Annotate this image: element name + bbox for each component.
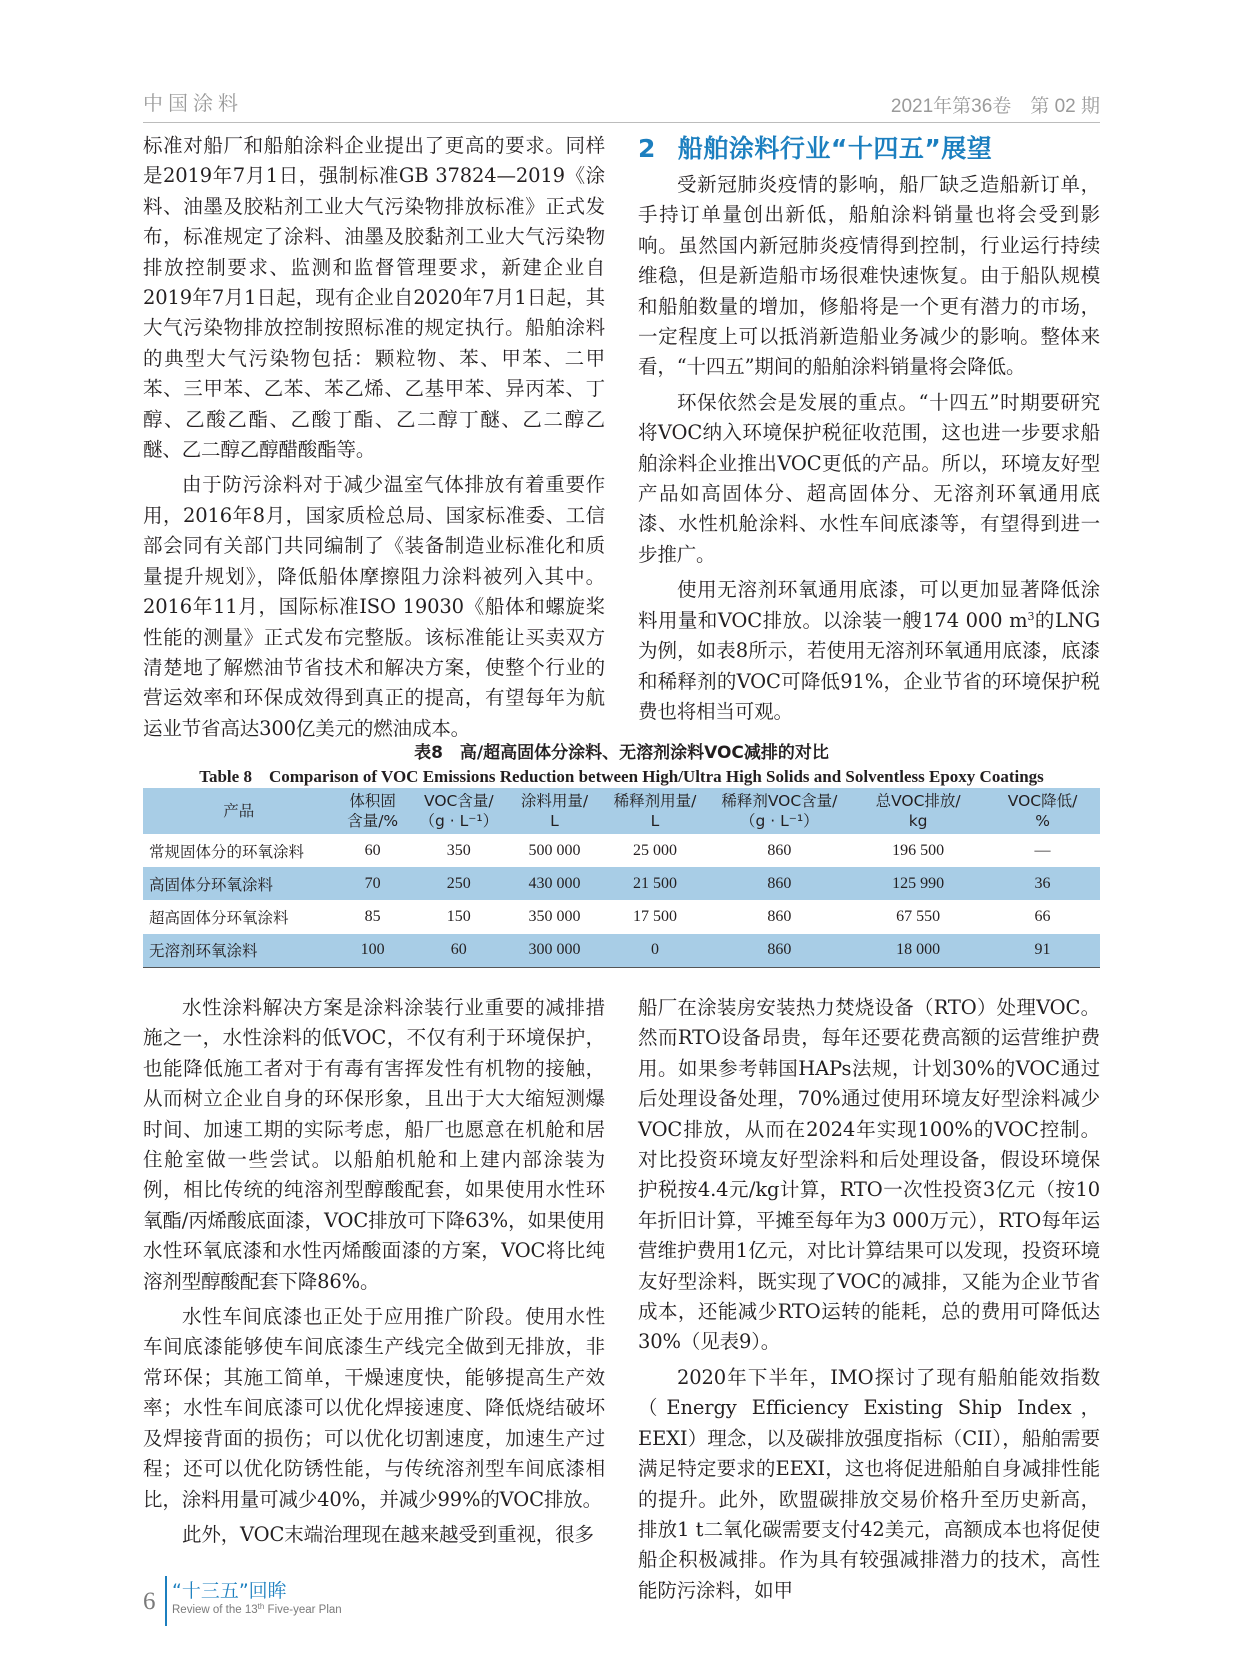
header-cell xyxy=(985,788,1100,834)
journal-name: 中国涂料 xyxy=(143,91,243,115)
product-cell: 无溶剂环氧涂料 xyxy=(143,934,334,968)
table-cell: 67 550 xyxy=(896,908,941,926)
table-cell: 70 xyxy=(334,867,411,900)
footer-divider xyxy=(165,1576,167,1626)
voc-comparison-table xyxy=(143,788,1100,968)
table-header-row xyxy=(143,788,1100,834)
table-cell: 100 xyxy=(334,934,411,968)
header-unit: （g · L⁻¹） xyxy=(419,812,499,830)
header-cell xyxy=(602,788,707,834)
header-text: 总VOC排放/ xyxy=(875,792,961,810)
table-row xyxy=(143,834,1100,867)
table-cell: 500 000 xyxy=(528,841,581,859)
header-cell xyxy=(851,788,985,834)
section-number: 2 xyxy=(638,134,656,163)
header-unit: 含量/% xyxy=(347,812,399,830)
table-cell: 60 xyxy=(411,934,507,968)
paragraph xyxy=(638,575,1100,727)
table-cell: — xyxy=(1034,841,1051,859)
table-cell: 85 xyxy=(364,908,381,926)
section-title: 船舶涂料行业“十四五”展望 xyxy=(677,134,993,163)
header-text: VOC降低/ xyxy=(1007,792,1078,810)
header-text: 涂料用量/ xyxy=(520,792,589,810)
header-cell xyxy=(334,788,411,834)
header-cell xyxy=(143,788,334,834)
table-caption-en: Table 8 Comparison of VOC Emissions Reduction between High/Ultra High Solids and Solventless Epoxy Coatings xyxy=(199,767,1044,786)
header-rule xyxy=(143,122,1100,123)
header-unit: kg xyxy=(908,812,928,830)
header-cell xyxy=(507,788,603,834)
footer-subtitle-text: Five-year Plan xyxy=(264,1604,342,1616)
paragraph: 水性车间底漆也正处于应用推广阶段。使用水性车间底漆能够使车间底漆生产线完全做到无排放，非常环保；其施工简单，干燥速度快，能够提高生产效率；水性车间底漆可以优化焊接速度、降低烧结破坏及焊接背面的损伤；可以优化切割速度，加速生产过程；还可以优化防锈性能，与传统溶剂型车间底漆相比，涂料用量可减少40%，并减少99%的VOC排放。 xyxy=(143,1305,605,1511)
product-cell: 高固体分环氧涂料 xyxy=(143,867,334,900)
left-column-bottom xyxy=(143,993,605,1550)
product-cell: 常规固体分的环氧涂料 xyxy=(149,842,305,861)
table-cell: 860 xyxy=(767,841,792,859)
header-unit: （g · L⁻¹） xyxy=(740,812,819,830)
right-column-top xyxy=(638,131,1100,727)
header-cell xyxy=(411,788,507,834)
footer-subtitle xyxy=(172,1604,342,1616)
table-row xyxy=(143,934,1100,968)
paragraph: 2020年下半年，IMO探讨了现有船舶能效指数（Energy Efficiency Existing Ship Index，EEXI）理念，以及碳排放强度指标（CII），船舶需要满足特定要求的EEXI，这也将促进船舶自身减排性能的提升。此外，欧盟碳排放交易价格升至历史新高，排放1 t二氧化碳需要支付42美元，高额成本也将促使船企积极减排。作为具有较强减排潜力的技术，高性能防污涂料，如甲 xyxy=(638,1365,1100,1602)
header-cell xyxy=(708,788,852,834)
table-cell: 66 xyxy=(1034,908,1051,926)
superscript: 3 xyxy=(1027,609,1035,623)
table-cell: 430 000 xyxy=(507,867,603,900)
table-cell: 91 xyxy=(985,934,1100,968)
table-cell: 350 xyxy=(446,841,471,859)
header-text: 稀释剂VOC含量/ xyxy=(721,792,838,810)
table-row xyxy=(143,867,1100,900)
footer-title: “十三五”回眸 xyxy=(172,1580,287,1602)
table-cell: 860 xyxy=(767,908,792,926)
section-heading xyxy=(638,132,1100,166)
paragraph-text: 的LNG为例，如表8所示，若使用无溶剂环氧通用底漆，底漆和稀释剂的VOC可降低91%，企业节省的环境保护税费也将相当可观。 xyxy=(638,608,1100,723)
table-cell: 18 000 xyxy=(851,934,985,968)
page-number: 6 xyxy=(143,1588,156,1615)
table-cell: 0 xyxy=(602,934,707,968)
table-cell: 150 xyxy=(446,908,471,926)
paragraph: 水性涂料解决方案是涂料涂装行业重要的减排措施之一，水性涂料的低VOC，不仅有利于环境保护，也能降低施工者对于有毒有害挥发性有机物的接触，从而树立企业自身的环保形象，且出于大大缩短测爆时间、加速工期的实际考虑，船厂也愿意在机舱和居住舱室做一些尝试。以船舶机舱和上建内部涂装为例，相比传统的纯溶剂型醇酸配套，如果使用水性环氧酯/丙烯酸底面漆，VOC排放可下降63%，如果使用水性环氧底漆和水性丙烯酸面漆的方案，VOC将比纯溶剂型醇酸配套下降86%。 xyxy=(143,996,605,1293)
paragraph: 标准对船厂和船舶涂料企业提出了更高的要求。同样是2019年7月1日，强制标准GB 37824—2019《涂料、油墨及胶粘剂工业大气污染物排放标准》正式发布，标准规定了涂料、油墨及胶黏剂工业大气污染物排放控制要求、监测和监督管理要求，新建企业自2019年7月1日起，现有企业自2020年7月1日起，其大气污染物排放控制按照标准的规定执行。船舶涂料的典型大气污染物包括：颗粒物、苯、甲苯、二甲苯、三甲苯、乙苯、苯乙烯、乙基甲苯、异丙苯、丁醇、乙酸乙酯、乙酸丁酯、乙二醇丁醚、乙二醇乙醚、乙二醇乙醇醋酸酯等。 xyxy=(143,134,605,462)
paragraph: 此外，VOC末端治理现在越来越受到重视，很多 xyxy=(182,1522,594,1546)
table-caption-cn: 表8 高/超高固体分涂料、无溶剂涂料VOC减排的对比 xyxy=(414,743,829,763)
table-cell: 350 000 xyxy=(528,908,581,926)
right-column-bottom xyxy=(638,993,1100,1606)
header-unit: L xyxy=(650,812,660,830)
product-cell: 超高固体分环氧涂料 xyxy=(149,909,289,928)
left-column-top xyxy=(143,131,605,744)
table-cell: 250 xyxy=(411,867,507,900)
table-cell: 125 990 xyxy=(851,867,985,900)
header-text: 体积固 xyxy=(349,792,396,810)
issue-info: 2021年第36卷 第 02 期 xyxy=(890,96,1100,117)
header-text: 产品 xyxy=(223,802,255,820)
table-cell: 36 xyxy=(985,867,1100,900)
table-cell: 860 xyxy=(708,934,852,968)
table-cell: 196 500 xyxy=(892,841,945,859)
header-text: VOC含量/ xyxy=(424,792,494,810)
footer-subtitle-text: Review of the 13 xyxy=(172,1604,258,1616)
table-row xyxy=(143,900,1100,933)
table-cell: 17 500 xyxy=(632,908,677,926)
table-cell: 300 000 xyxy=(507,934,603,968)
paragraph: 环保依然会是发展的重点。“十四五”时期要研究将VOC纳入环境保护税征收范围，这也进一步要求船舶涂料企业推出VOC更低的产品。所以，环境友好型产品如高固体分、超高固体分、无溶剂环氧通用底漆、水性机舱涂料、水性车间底漆等，有望得到进一步推广。 xyxy=(638,390,1100,566)
table-cell: 60 xyxy=(364,841,381,859)
table-cell: 25 000 xyxy=(632,841,677,859)
paragraph: 受新冠肺炎疫情的影响，船厂缺乏造船新订单，手持订单量创出新低，船舶涂料销量也将会受到影响。虽然国内新冠肺炎疫情得到控制，行业运行持续维稳，但是新造船市场很难快速恢复。由于船队规模和船舶数量的增加，修船将是一个更有潜力的市场，一定程度上可以抵消新造船业务减少的影响。整体来看，“十四五”期间的船舶涂料销量将会降低。 xyxy=(638,173,1100,379)
table-cell: 21 500 xyxy=(602,867,707,900)
paragraph: 船厂在涂装房安装热力焚烧设备（RTO）处理VOC。然而RTO设备昂贵，每年还要花费高额的运营维护费用。如果参考韩国HAPs法规，计划30%的VOC通过后处理设备处理，70%通过使用环境友好型涂料减少VOC排放，从而在2024年实现100%的VOC控制。对比投资环境友好型涂料和后处理设备，假设环境保护税按4.4元/kg计算，RTO一次性投资3亿元（按10年折旧计算，平摊至每年为3 000万元），RTO每年运营维护费用1亿元，对比计算结果可以发现，投资环境友好型涂料，既实现了VOC的减排，又能为企业节省成本，还能减少RTO运转的能耗，总的费用可降低达30%（见表9）。 xyxy=(638,996,1100,1354)
header-text: 稀释剂用量/ xyxy=(613,792,697,810)
paragraph: 由于防污涂料对于减少温室气体排放有着重要作用，2016年8月，国家质检总局、国家标准委、工信部会同有关部门共同编制了《装备制造业标准化和质量提升规划》，降低船体摩擦阻力涂料被列入其中。2016年11月，国际标准ISO 19030《船体和螺旋桨性能的测量》正式发布完整版。该标准能让买卖双方清楚地了解燃油节省技术和解决方案，使整个行业的营运效率和环保成效得到真正的提高，有望每年为航运业节省高达300亿美元的燃油成本。 xyxy=(143,473,605,740)
superscript: th xyxy=(257,1602,265,1611)
table-cell: 860 xyxy=(708,867,852,900)
paragraph-text: 使用无溶剂环氧通用底漆，可以更加显著降低涂料用量和VOC排放。以涂装一艘174 000 m xyxy=(638,578,1100,632)
header-unit: % xyxy=(1035,812,1050,830)
header-unit: L xyxy=(550,812,559,830)
